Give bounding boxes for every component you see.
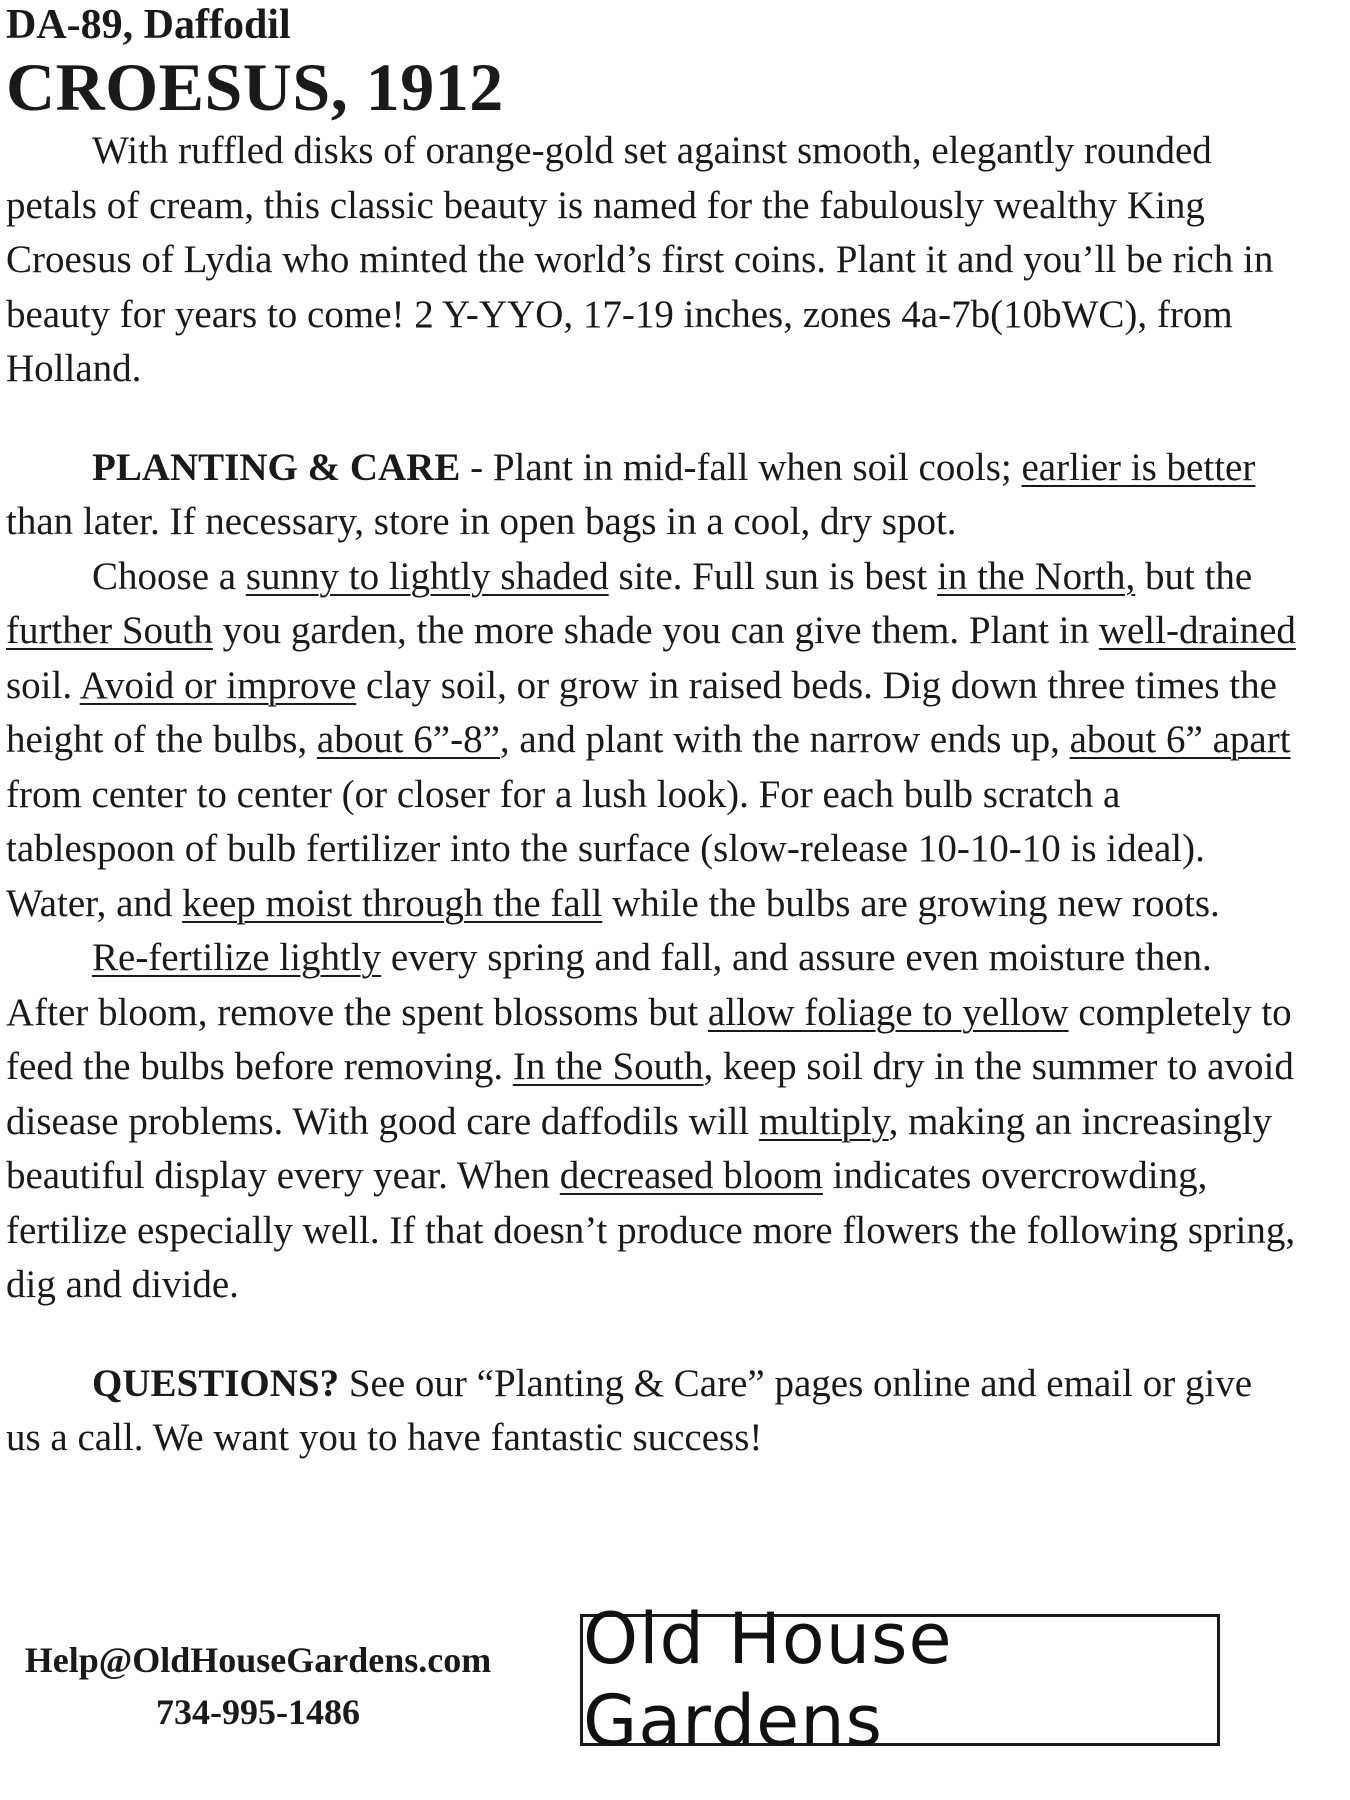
text-run: than later. If necessary, store in open bags in a cool, dry spot. <box>6 500 957 543</box>
underlined-text: In the South <box>512 1045 704 1088</box>
underlined-text: keep moist through the fall <box>182 881 603 925</box>
underlined-text: earlier is better <box>1021 445 1256 489</box>
text-run: you garden, the more shade you can give them. Plant in <box>212 609 1099 652</box>
phone-number: 734-995-1486 <box>156 1692 360 1732</box>
text-run: completely to feed the bulbs before removing. <box>6 990 1292 1088</box>
underlined-text: allow foliage to yellow <box>707 990 1069 1034</box>
text-run: every spring and fall, and assure even moisture then. After bloom, remove the spent blossoms but <box>6 936 1212 1034</box>
questions-heading: QUESTIONS? <box>92 1361 340 1405</box>
care-sheet <box>6 0 1296 1466</box>
email-link[interactable]: Help@OldHouseGardens.com <box>24 1640 492 1680</box>
text-run: from center to center (or closer for a lush look). For each bulb scratch a tablespoon of bulb fertilizer into the surface (slow-release 10-10-10 is ideal). Water, and <box>6 772 1205 925</box>
logo-wordmark: Old House Gardens <box>583 1598 953 1762</box>
contact-block <box>0 1634 516 1738</box>
product-title: CROESUS, 1912 <box>6 49 504 125</box>
body-text <box>6 124 1296 1466</box>
underlined-text: well-drained <box>1098 609 1296 652</box>
description-paragraph: With ruffled disks of orange-gold set against smooth, elegantly rounded petals of cream, this classic beauty is named for the fabulously wealthy King Croesus of Lydia who minted the world’s first coins. Plant it and you’ll be rich in beauty for years to come! 2 Y-YYO, 17-19 inches, zones 4a-7b(10bWC), from Holland. <box>6 129 1274 390</box>
text-run: - Plant in mid-fall when soil cools; <box>460 445 1022 489</box>
underlined-text: multiply <box>759 1099 889 1143</box>
underlined-text: in the North, <box>937 554 1136 598</box>
text-run: , keep soil dry in the summer to avoid disease problems. With good care daffodils will <box>6 1045 1294 1143</box>
underlined-text: decreased bloom <box>559 1154 823 1197</box>
text-run: , making an increasingly beautiful display every year. When <box>6 1099 1273 1197</box>
logo <box>580 1598 1220 1762</box>
text-run: See our “Planting & Care” pages online and email or give us a call. We want you to have fantastic success! <box>6 1361 1253 1459</box>
underlined-text: sunny to lightly shaded <box>245 554 609 598</box>
planting-paragraph-3 <box>6 931 1296 1313</box>
text-run: site. Full sun is best <box>608 554 938 598</box>
text-run: clay soil, or grow in raised beds. Dig down three times the height of the bulbs, <box>6 663 1277 761</box>
planting-paragraph-2 <box>6 550 1296 932</box>
text-run: but the <box>1135 554 1253 598</box>
underlined-text: Re-fertilize lightly <box>92 936 382 979</box>
product-code: DA-89, Daffodil <box>6 2 291 48</box>
text-run: indicates overcrowding, fertilize especially well. If that doesn’t produce more flowers the following spring, dig and divide. <box>6 1154 1296 1306</box>
text-run: soil. <box>6 663 80 707</box>
underlined-text: about 6”-8” <box>316 718 500 761</box>
underlined-text: further South <box>6 609 213 652</box>
text-run: , and plant with the narrow ends up, <box>499 718 1070 761</box>
questions-paragraph <box>6 1357 1296 1466</box>
text-run: while the bulbs are growing new roots. <box>602 881 1220 925</box>
underlined-text: about 6” apart <box>1069 718 1291 761</box>
underlined-text: Avoid or improve <box>79 663 357 707</box>
planting-heading: PLANTING & CARE <box>92 445 461 489</box>
planting-paragraph-1 <box>6 441 1296 550</box>
text-run: Choose a <box>92 554 246 598</box>
